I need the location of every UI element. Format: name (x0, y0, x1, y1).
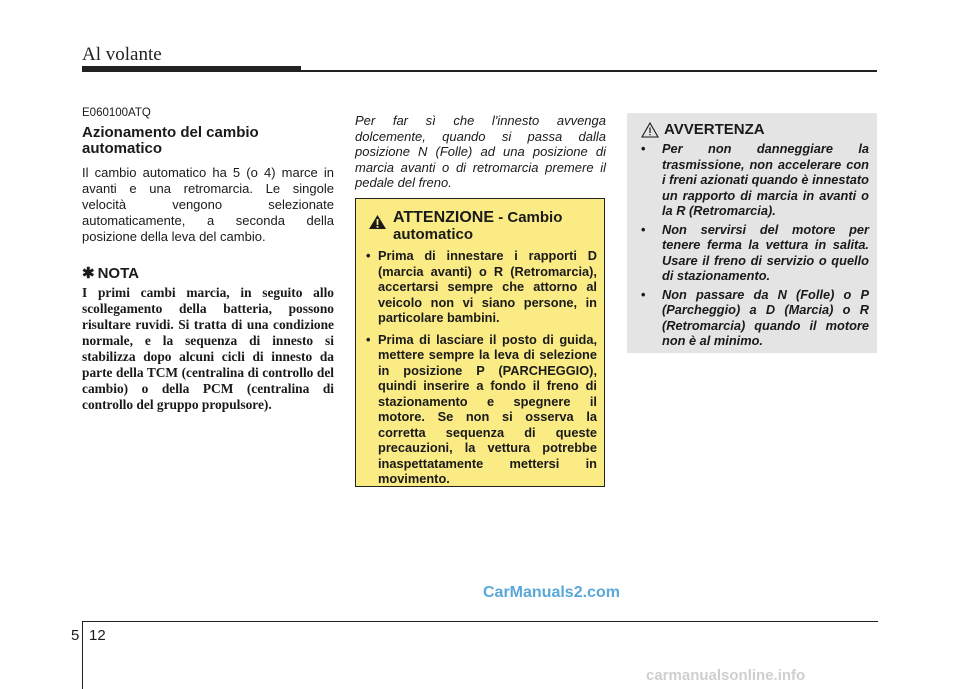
warning-item-text: Per non danneggiare la trasmissione, non accelerare con i freni azionati quando è innestato un rapporto di marcia in avanti o la R (Retromarcia). (662, 141, 869, 218)
attention-heading (366, 209, 597, 243)
attention-item-text: Prima di lasciare il posto di guida, mettere sempre la leva di selezione in posizione P (PARCHEGGIO), quindi inserire a fondo il freno di stazionamento e spegnere il motore. Se non si osserva la corretta sequenza di queste precauzioni, la vettura potrebbe inaspettatamente mettersi in movimento. (378, 331, 597, 486)
nota-heading (82, 264, 334, 282)
warning-list (641, 141, 869, 349)
footer-divider (82, 621, 83, 689)
warning-item: • Per non danneggiare la trasmissione, non accelerare con i freni azionati quando è innestato un rapporto di marcia in avanti o la R (Retromarcia). (641, 141, 869, 218)
header-rule-thick (82, 66, 301, 72)
warning-title: AVVERTENZA (664, 121, 765, 138)
star-icon: ✱ (82, 265, 95, 282)
section-body: Il cambio automatico ha 5 (o 4) marce in avanti e una retromarcia. Le singole velocità vengono selezionate automaticamente, a seconda della posizione della leva del cambio. (82, 165, 334, 244)
header-rule-thin (301, 70, 877, 72)
attention-list (366, 248, 597, 487)
footer-site-link[interactable]: carmanualsonline.info (646, 667, 806, 684)
attention-item-text: Prima di innestare i rapporti D (marcia avanti) o R (Retromarcia), accertarsi sempre che attorno al veicolo non vi siano persone, in particolare bambini. (378, 248, 597, 325)
warning-item-text: Non passare da N (Folle) o P (Parcheggio) a D (Marcia) o R (Retromarcia) quando il motore non è al minimo. (662, 286, 869, 348)
warning-triangle-icon (368, 214, 387, 230)
warning-item: • Non passare da N (Folle) o P (Parcheggio) a D (Marcia) o R (Retromarcia) quando il motore non è al minimo. (641, 286, 869, 348)
attention-title (393, 209, 597, 243)
attention-title-sub: - Cambio automatico (393, 209, 563, 243)
nota-text: I primi cambi marcia, in seguito allo scollegamento della batteria, possono risultare ruvidi. Si tratta di una condizione normale, e la sequenza di innesto si stabilizza dopo alcuni cicli di innesto da parte della TCM (centralina di controllo del cambio) o della PCM (centralina di controllo del gruppo propulsore). (82, 285, 334, 412)
page-number: 12 (89, 627, 106, 644)
middle-intro-text: Per far sì che l'innesto avvenga dolcemente, quando si passa dalla posizione N (Folle) ad una posizione di marcia avanti o di retromarcia premere il pedale del freno. (355, 113, 606, 190)
caution-triangle-icon (641, 122, 659, 138)
nota-label: NOTA (97, 264, 139, 282)
page-header-title: Al volante (82, 44, 162, 65)
attention-item: • Prima di lasciare il posto di guida, mettere sempre la leva di selezione in posizione P (PARCHEGGIO), quindi inserire a fondo il freno di stazionamento e spegnere il motore. Se non si osserva la corretta sequenza di queste precauzioni, la vettura potrebbe inaspettatamente mettersi in movimento. (366, 331, 597, 486)
watermark-link[interactable]: CarManuals2.com (483, 584, 620, 601)
attention-title-main: ATTENZIONE (393, 209, 495, 226)
section-title: Azionamento del cambio automatico (82, 124, 259, 157)
warning-item: • Non servirsi del motore per tenere ferma la vettura in salita. Usare il freno di servizio o quello di stazionamento. (641, 221, 869, 283)
warning-box (627, 113, 877, 353)
attention-item: • Prima di innestare i rapporti D (marcia avanti) o R (Retromarcia), accertarsi sempre che attorno al veicolo non vi siano persone, in particolare bambini. (366, 248, 597, 325)
section-code: E060100ATQ (82, 107, 151, 119)
chapter-number: 5 (71, 627, 80, 644)
warning-item-text: Non servirsi del motore per tenere ferma la vettura in salita. Usare il freno di servizio o quello di stazionamento. (662, 221, 869, 283)
attention-box (355, 198, 605, 487)
footer-rule (82, 621, 878, 622)
left-column (82, 107, 334, 413)
warning-heading (641, 121, 869, 138)
